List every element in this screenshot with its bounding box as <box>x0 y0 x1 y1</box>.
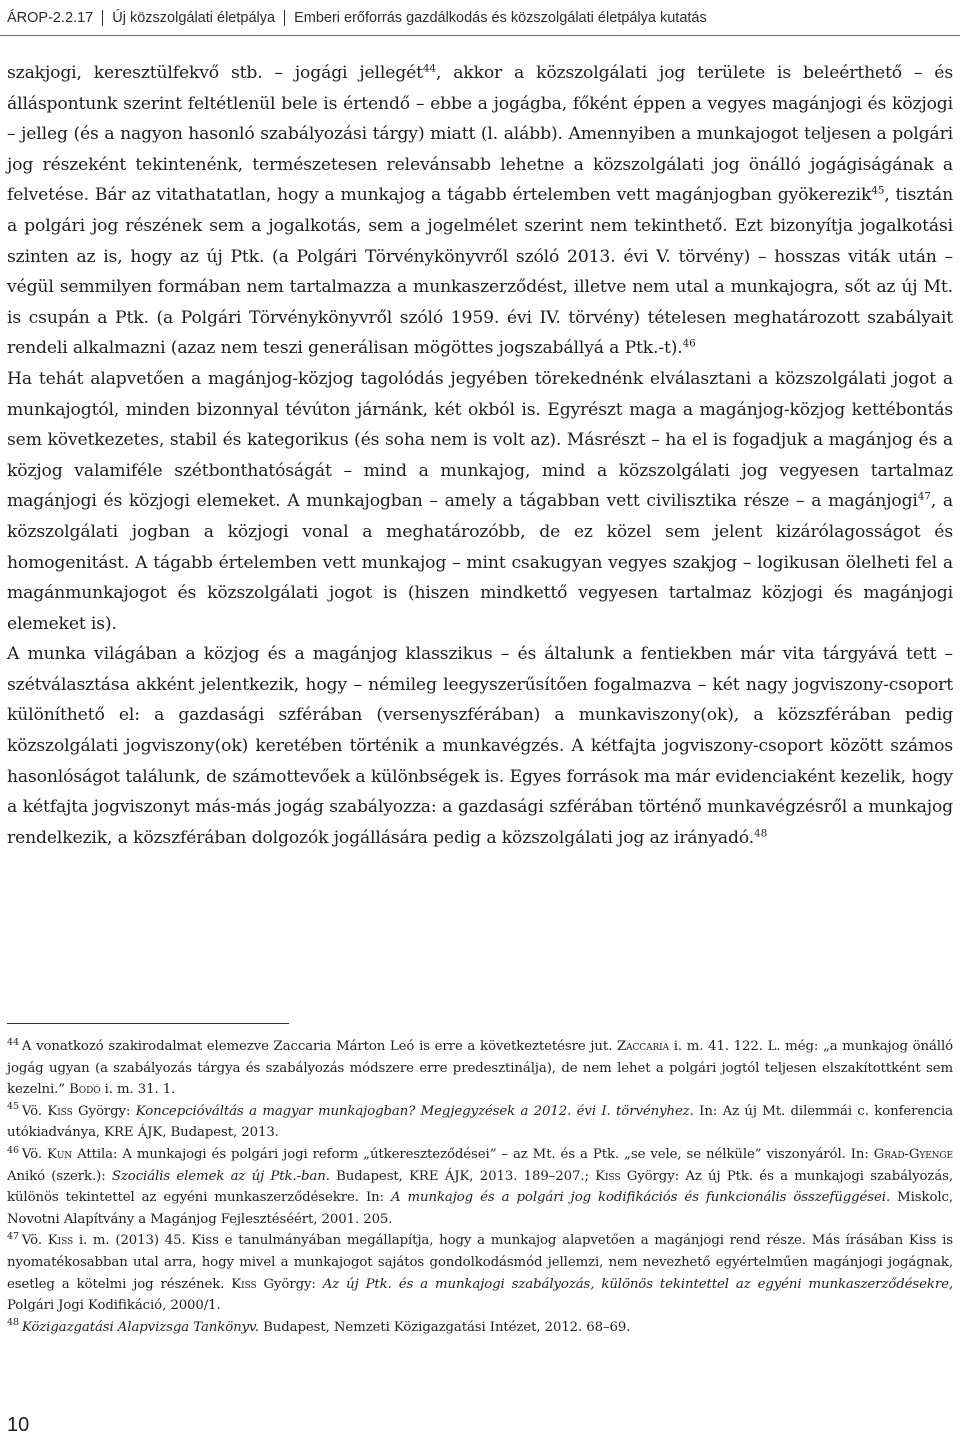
italic-title: Az új Ptk. és a munkajogi szabályozás, különös tekintettel az egyéni munkaszerződésekre, <box>322 1276 953 1292</box>
footnote-reference: 48 <box>7 1317 19 1329</box>
text-run: A munka világában a közjog és a magánjog klasszikus – és általunk a fentiekben már vita tárgyává tett – szétválasztása akként jelentkezik, hogy – némileg leegyszerűsítően fogalmazva – két nagy jogviszony-csoport különíthető el: a gazdasági szférában (versenyszférában) a munkaviszony(ok), a közszférában pedig közszolgálati jogviszony(ok) keretében történik a munkavégzés. A kétfajta jogviszony-csoport között számos hasonlóságot találunk, de számottevőek a különbségek is. Egyes források ma már evidenciaként kezelik, hogy a kétfajta jogviszonyt más-más jogág szabályozza: a gazdasági szférában történő munkavégzésről a munkajog rendelkezik, a közszférában dolgozók jogállására pedig a közszolgálati jog az irányadó. <box>7 644 953 848</box>
text-run: , a közszolgálati jogban a közjogi vonal a meghatározóbb, de ez közel sem jelent kizárólagosságot és homogenitást. A tágabb értelemben vett munkajog – mint csakugyan vegyes szakjog – logikusan ölelheti fel a magánmunkajogot és közszolgálati jogot is (hiszen mindkettő vegyesen tartalmaz közjogi és magánjogi elemeket is). <box>7 491 953 634</box>
page-number: 10 <box>7 1414 30 1436</box>
text-run: Budapest, Nemzeti Közigazgatási Intézet, 2012. 68–69. <box>258 1319 631 1335</box>
author-surname: Bodó <box>69 1082 101 1098</box>
text-run: György: <box>72 1103 136 1119</box>
text-run: , tisztán a polgári jog részének sem a jogalkotás, sem a jogelmélet szerint nem tekinthető. Ezt bizonyítja jogalkotási szinten az is, hogy az új Ptk. (a Polgári Törvénykönyvről szóló 2013. évi V. törvény) – hosszas viták után – végül semmilyen formában nem tartalmazza a munkaszerződést, illetve nem utal a munkajogra, sőt az új Mt. is csupán a Ptk. (a Polgári Törvénykönyvről szóló 1959. évi IV. törvény) tételesen meghatározott szabályait rendeli alkalmazni (azaz nem teszi generálisan mögöttes jogszabállyá a Ptk.-t). <box>7 185 953 359</box>
author-surname: Kun <box>46 1146 73 1162</box>
footnote <box>7 1230 953 1316</box>
footnote-reference: 44 <box>422 62 436 75</box>
header-separator <box>102 10 103 26</box>
body-paragraph <box>7 639 953 853</box>
author-surname: Grad-Gyenge <box>873 1146 953 1162</box>
text-run: Polgári Jogi Kodifikáció, 2000/1. <box>7 1298 221 1314</box>
footnote-reference: 45 <box>871 184 885 197</box>
author-surname: Kiss <box>595 1168 621 1184</box>
header-program-code: ÁROP-2.2.17 <box>7 9 94 26</box>
text-run: szakjogi, keresztülfekvő stb. – jogági jellegét <box>7 63 423 83</box>
text-run: György: Az új Ptk. és a munkajogi szabályozás, különös tekintettel az egyéni munkaszerződésekre. In: <box>7 1168 953 1206</box>
author-surname: Kiss <box>47 1103 73 1119</box>
text-run: Ha tehát alapvetően a magánjog-közjog tagolódás jegyében törekednénk elválasztani a közszolgálati jogot a munkajogtól, minden bizonnyal tévúton járnánk, két okból is. Egyrészt maga a magánjog-közjog kettébontás sem következetes, stabil és kategorikus (és soha nem is volt az). Másrészt – ha el is fogadjuk a magánjog és a közjog valamiféle szétbonthatóságát – mind a munkajog, mind a közszolgálati jog vegyesen tartalmaz magánjogi és közjogi elemeket. A munkajogban – amely a tágabban vett civilisztika része – a magánjogi <box>7 368 953 512</box>
body-paragraph <box>7 58 953 364</box>
text-run: A vonatkozó szakirodalmat elemezve Zaccaria Márton Leó is erre a következtetésre jut. <box>21 1039 617 1054</box>
footnote-separator <box>7 1023 289 1024</box>
text-run: i. m. (2013) 45. Kiss e tanulmányában megállapítja, hogy a munkajog alapvetően a magánjogi rend része. Más írásában Kiss is nyomatékosabban utal arra, hogy mivel a munkajogot sajátos gondolkodásmód jellemzi, nem nevezhető egyértelműen magánjogi jogágnak, esetleg a kötelmi jog részének. <box>7 1233 953 1292</box>
header-separator <box>284 10 285 26</box>
footnote-reference: 46 <box>682 337 696 350</box>
footnotes-section <box>7 1036 953 1338</box>
main-text <box>7 58 953 853</box>
text-run: i. m. 31. 1. <box>100 1082 176 1098</box>
text-run: Budapest, KRE ÁJK, 2013. 189–207.; <box>329 1168 596 1184</box>
text-run: i. m. 41. 122. L. még: „a munkajog önálló jogág ugyan (a szabályozás tárgya és szabályozás módszere erre predesztinálja), de nem lehet a polgári jogtól teljesen elszakítottként sem kezelni.” <box>7 1039 954 1098</box>
text-run: Miskolc, Novotni Alapítvány a Magánjog Fejlesztéséért, 2001. 205. <box>7 1190 953 1227</box>
footnote <box>7 1036 953 1101</box>
text-run: Vö. <box>21 1103 48 1119</box>
text-run: Anikó (szerk.): <box>7 1168 112 1184</box>
footnote <box>7 1101 953 1144</box>
italic-title: Koncepcióváltás a magyar munkajogban? Megjegyzések a 2012. évi I. törvényhez. <box>135 1103 694 1119</box>
text-run: Vö. <box>21 1146 47 1162</box>
footnote-reference: 45 <box>7 1101 19 1113</box>
running-header <box>0 0 960 36</box>
header-series-title: Új közszolgálati életpálya <box>112 9 276 26</box>
italic-title: A munkajog és a polgári jog kodifikációs és funkcionális összefüggései. <box>390 1190 891 1206</box>
text-run: Attila: A munkajogi és polgári jogi reform „útkereszteződései” – az Mt. és a Ptk. „se vele, se nélküle” viszonyáról. In: <box>72 1146 874 1162</box>
footnote <box>7 1317 953 1339</box>
text-run: In: Az új Mt. dilemmái c. konferencia utókiadványa, KRE ÁJK, Budapest, 2013. <box>7 1103 954 1141</box>
header-project-title: Emberi erőforrás gazdálkodás és közszolgálati életpálya kutatás <box>294 9 707 26</box>
text-run: , akkor a közszolgálati jog területe is beleérthető – és álláspontunk szerint feltétlenül bele is értendő – ebbe a jogágba, főként éppen a vegyes magánjogi és közjogi – jelleg (és a nagyon hasonló szabályozási tárgy) miatt (l. alább). Amennyiben a munkajogot teljesen a polgári jog részeként tekintenénk, természetesen relevánsabb lehetne a közszolgálati jog önálló jogágiságának a felvetése. Bár az vitathatatlan, hogy a munkajog a tágabb értelemben vett magánjogban gyökerezik <box>7 63 954 206</box>
italic-title: Közigazgatási Alapvizsga Tankönyv. <box>21 1319 259 1335</box>
italic-title: Szociális elemek az új Ptk.-ban. <box>111 1168 330 1184</box>
author-surname: Zaccaria <box>616 1039 670 1054</box>
footnote-reference: 47 <box>917 490 931 503</box>
footnote <box>7 1144 953 1230</box>
text-run: Vö. <box>21 1233 48 1249</box>
author-surname: Kiss <box>47 1233 74 1249</box>
text-run: György: <box>256 1276 323 1292</box>
footnote-reference: 48 <box>754 827 768 840</box>
footnote-reference: 46 <box>7 1144 19 1156</box>
footnote-reference: 44 <box>7 1036 19 1048</box>
body-paragraph <box>7 364 953 639</box>
footnote-reference: 47 <box>7 1230 19 1242</box>
author-surname: Kiss <box>231 1276 257 1292</box>
